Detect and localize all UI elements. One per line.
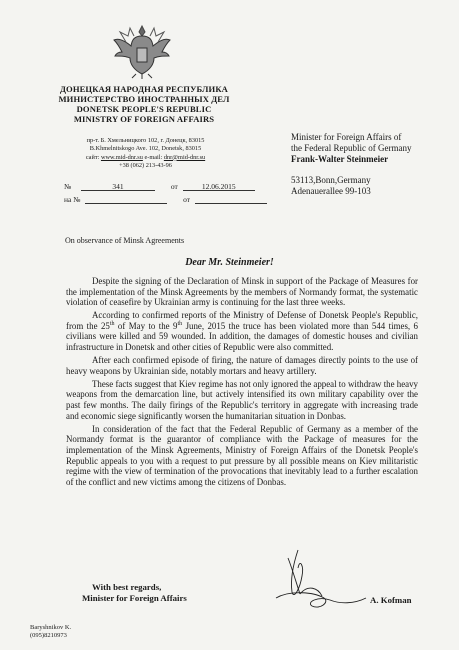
paragraph-4: These facts suggest that Kiev regime has not only ignored the appeal to withdraw the heavy weapons from the demarcation line, but actively intensified its own military capability over the past few months. The daily firings of the Republic's territory in aggregate with increasing trade and economic siege significantly worsen the humanitarian situation in Donbas. (66, 378, 418, 421)
reg-from-label: от (170, 182, 178, 191)
recipient-addr2: Adenauerallee 99-103 (291, 186, 371, 196)
closing-line2: Minister for Foreign Affairs (82, 593, 187, 603)
reg-ref-label: на № (64, 195, 81, 204)
letterhead (44, 84, 244, 124)
recipient-block (291, 132, 456, 197)
double-headed-eagle-emblem (112, 18, 172, 80)
paragraph-5: In consideration of the fact that the Federal Republic of Germany as a member of the Normandy format is the guarantor of compliance with the Package of measures for the implementation of the Minsk Agreements, Ministry of Foreign Affairs of the Donetsk People's Republic appeals to you with a request to put pressure by all possible means on Kiev militaristic regime with the view of termination of the provocations that inevitably lead to a further escalation of the conflict and new victims among the citizens of Donbas. (66, 423, 418, 487)
author-name: Baryshnikov K. (30, 624, 72, 631)
letterhead-en-line2: MINISTRY OF FOREIGN AFFAIRS (73, 114, 215, 124)
recipient-addr1: 53113,Bonn,Germany (291, 175, 371, 185)
address-ru: пр-т. Б. Хмельницкого 102, г. Донецк, 83015 (86, 137, 205, 144)
paragraph-2: According to confirmed reports of the Ministry of Defense of Donetsk People's Republic, from the 25th of May to the 9th June, 2015 the truce has been violated more than 544 times, 6 civilians were killed and 59 wounded. In addition, the damages of domestic houses and civilian infrastructure in Donetsk and other cities of Republic were also committed. (66, 310, 418, 353)
site-link[interactable]: www.mid-dnr.su (100, 153, 143, 161)
subject-line: On observance of Minsk Agreements (65, 236, 185, 245)
letterhead-ru-line2: МИНИСТЕРСТВО ИНОСТРАННЫХ ДЕЛ (58, 94, 230, 104)
sender-address (58, 137, 233, 170)
handwritten-signature (270, 548, 370, 614)
phone-number: +38 (062) 213-43-96 (119, 161, 172, 169)
reg-ref-blank (85, 195, 167, 204)
footer-author (30, 624, 71, 640)
reg-no-label: № (64, 182, 72, 191)
closing-line1: With best regards, (92, 582, 162, 592)
letterhead-en-line1: DONETSK PEOPLE'S REPUBLIC (76, 104, 212, 114)
closing-block (82, 582, 187, 604)
registration-line-reference (64, 195, 267, 204)
recipient-name: Frank-Walter Steinmeier (291, 154, 389, 164)
site-label: сайт: (85, 153, 100, 161)
reg-ref-date-blank (195, 195, 267, 204)
reg-ref-from-label: от (183, 195, 191, 204)
email-label: e-mail: (144, 153, 163, 161)
letterhead-ru-line1: ДОНЕЦКАЯ НАРОДНАЯ РЕСПУБЛИКА (60, 84, 228, 94)
letter-body (66, 276, 418, 490)
registration-line-outgoing (64, 182, 255, 191)
paragraph-3: After each confirmed episode of firing, the nature of damages directly points to the use of heavy weapons by Ukrainian side, notably mortars and heavy artillery. (66, 355, 418, 376)
address-en: B.Khmelnitskogo Ave. 102, Donetsk, 83015 (89, 145, 202, 153)
contacts-line (58, 154, 233, 162)
reg-date-value: 12.06.2015 (183, 182, 255, 191)
signer-name: A. Kofman (370, 595, 412, 605)
recipient-line2: the Federal Republic of Germany (291, 143, 412, 153)
reg-no-value: 341 (81, 182, 155, 191)
paragraph-1: Despite the signing of the Declaration of Minsk in support of the Package of Measures for the implementation of the Minsk Agreements by the members of Normandy format, the systematic violation of ceasefire by Ukrainian army is continuing for the last three weeks. (66, 276, 418, 308)
greeting: Dear Mr. Steinmeier! (185, 257, 274, 268)
email-link[interactable]: dnr@mid-dnr.su (163, 153, 206, 161)
recipient-line1: Minister for Foreign Affairs of (291, 132, 402, 142)
author-phone: (095)8210973 (30, 632, 67, 639)
